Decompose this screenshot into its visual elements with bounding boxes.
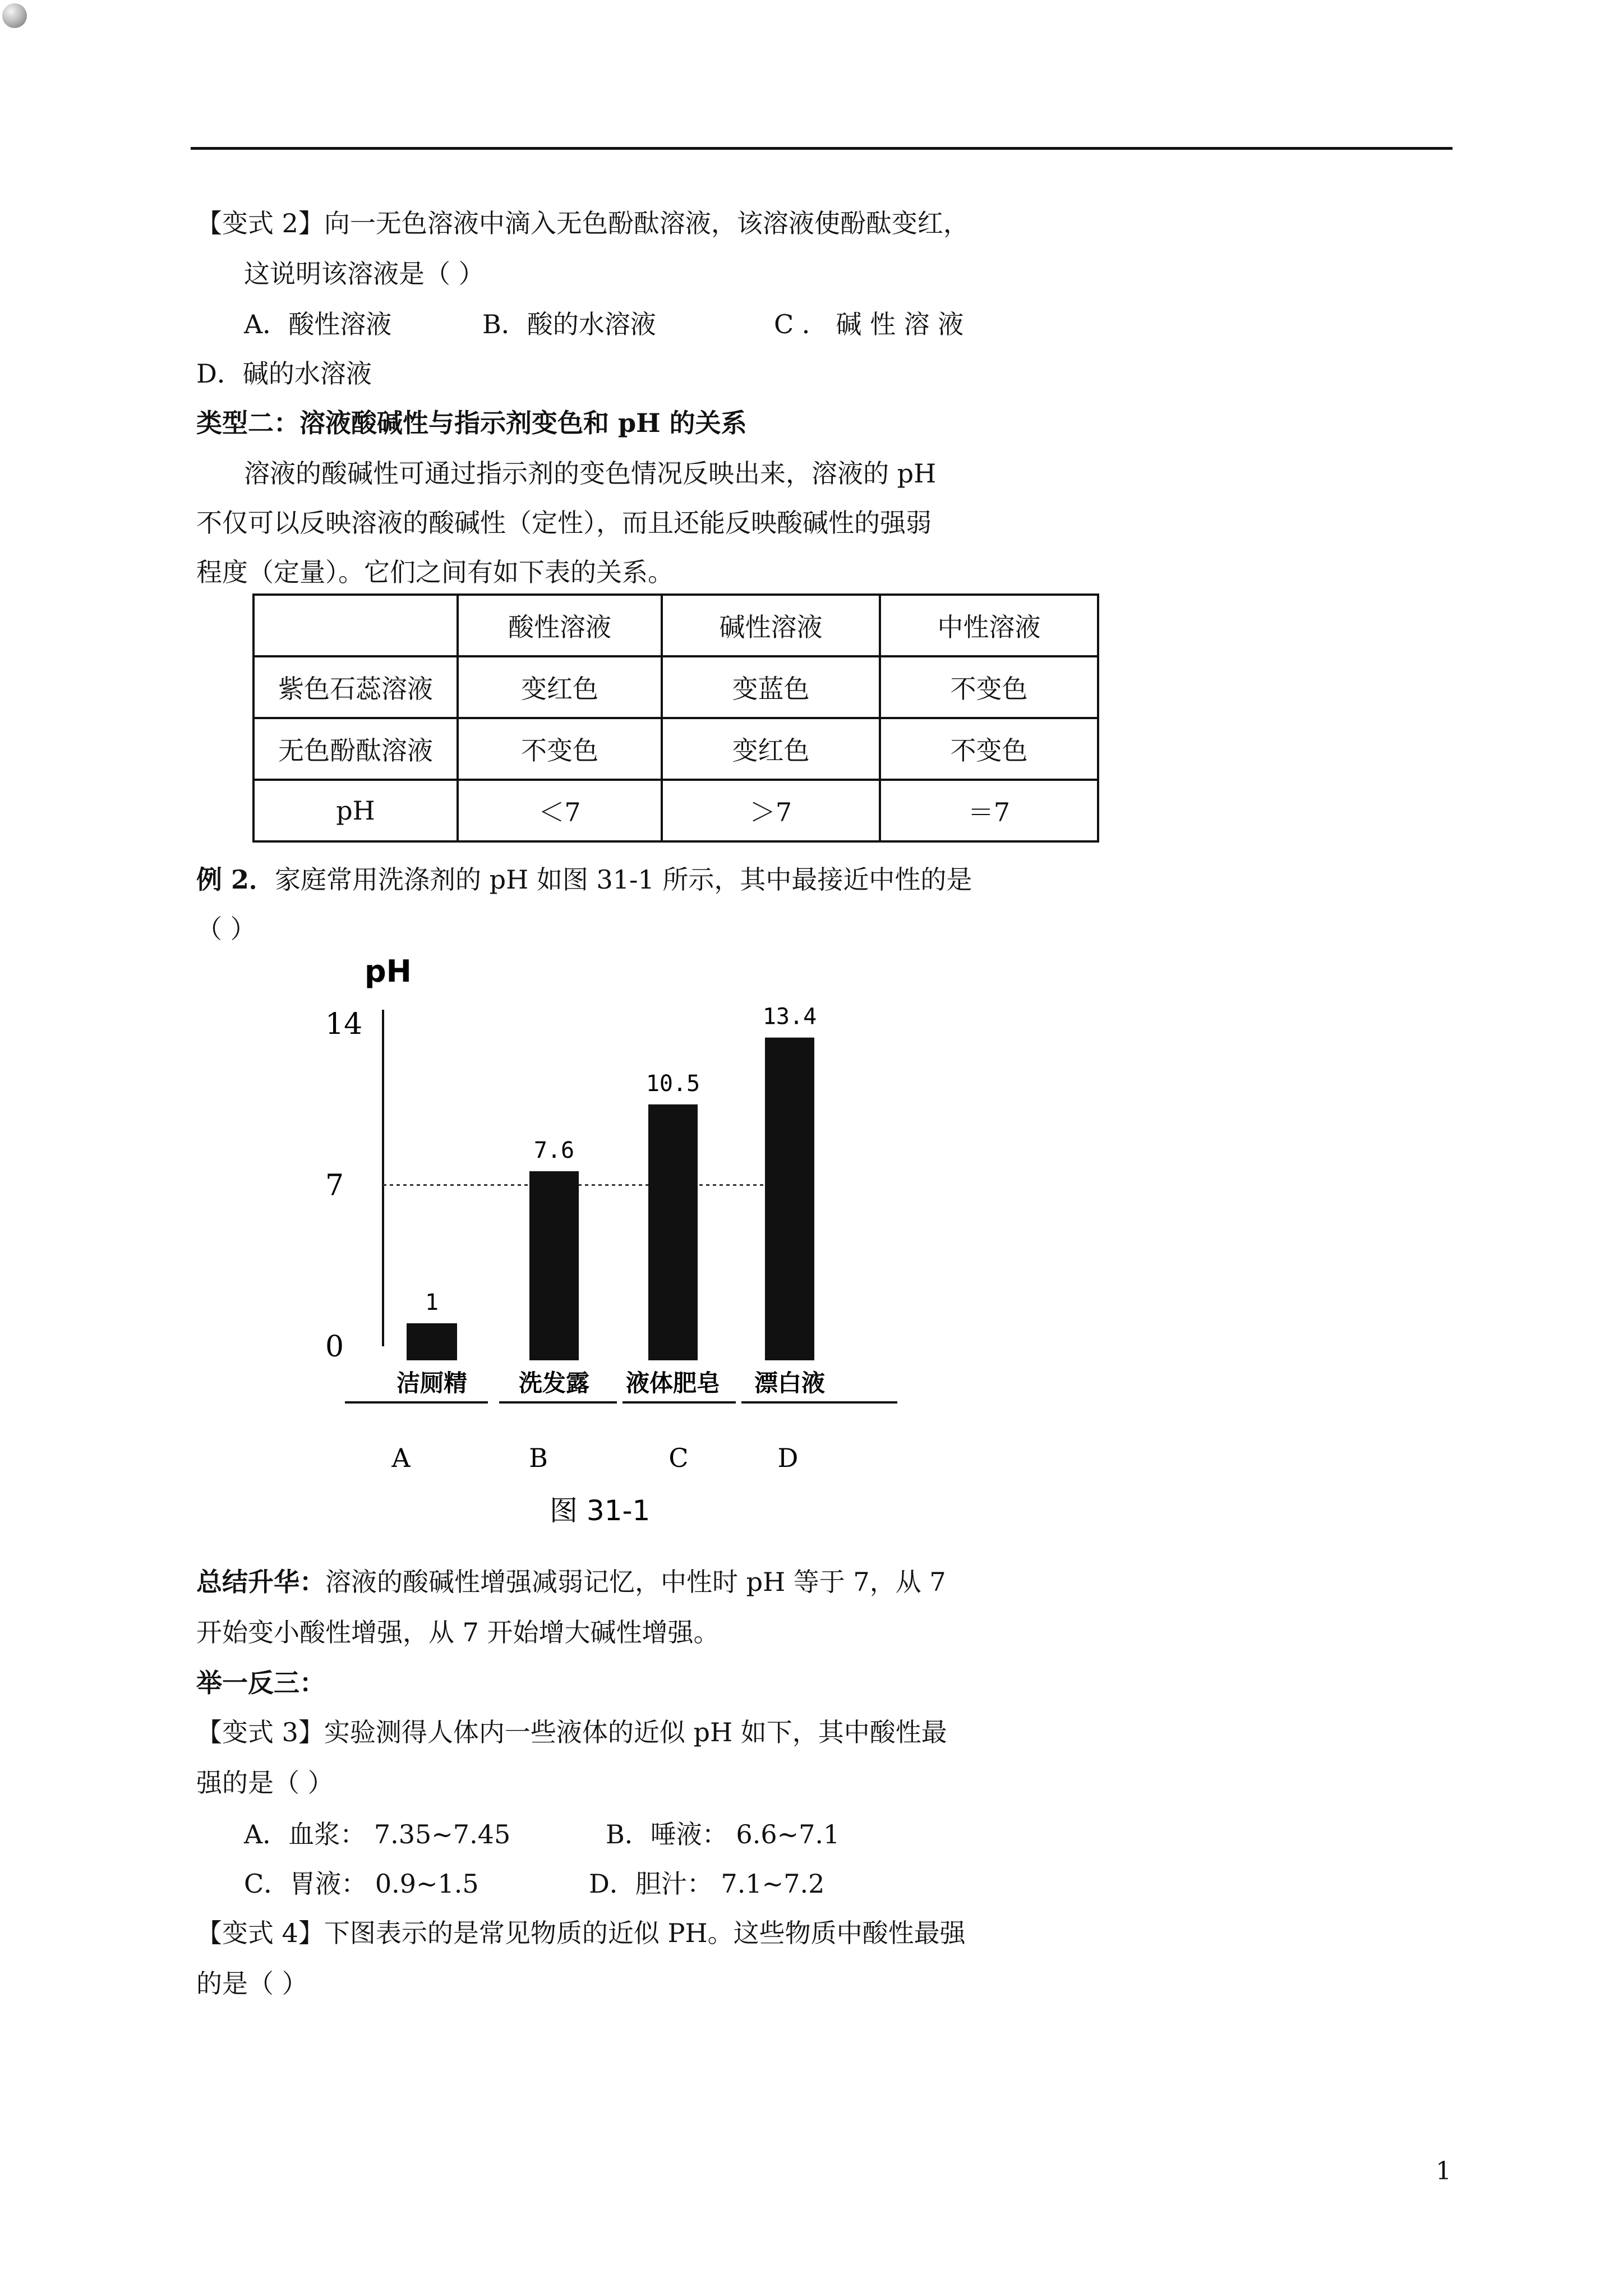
summary-line1 [196,1565,946,1599]
y-tick-label: 0 [325,1330,344,1364]
example2-label: 例 2． [196,864,275,895]
table-cell: 变蓝色 [662,656,880,718]
summary-text: 溶液的酸碱性增强减弱记忆，中性时 pH 等于 7，从 7 [325,1567,946,1597]
y-tick-group [325,1007,362,1364]
variant3-option-d: D．胆汁： 7.1~7.2 [589,1869,825,1899]
corner-decoration [2,3,27,28]
category-letter: A [391,1443,411,1473]
category-label: 漂白液 [754,1369,826,1397]
table-cell [253,595,458,656]
category-letter: D [777,1443,799,1473]
ph-bar-chart [314,959,931,1548]
type2-paragraph-line2: 不仅可以反映溶液的酸碱性（定性），而且还能反映酸碱性的强弱 [196,508,932,538]
table-cell: 碱性溶液 [662,595,880,656]
table-cell: 变红色 [662,718,880,780]
table-cell: 无色酚酞溶液 [253,718,458,780]
category-letter: B [529,1443,548,1473]
table-row [253,780,1098,841]
variant3-question-line1: 【变式 3】实验测得人体内一些液体的近似 pH 如下，其中酸性最 [196,1717,947,1747]
variant3-option-c: C．胃液： 0.9~1.5 [244,1869,479,1899]
header-rule [191,147,1453,150]
indicator-ph-table [252,593,1099,843]
bar-value-label: 13.4 [762,1004,817,1030]
category-label: 液体肥皂 [625,1369,721,1397]
bar-value-label: 1 [425,1289,439,1315]
table-header-row [253,595,1098,656]
variant2-question-line2: 这说明该溶液是（ ） [244,259,485,289]
summary-label: 总结升华： [196,1567,325,1597]
variant4-question-line1: 【变式 4】下图表示的是常见物质的近似 PH。这些物质中酸性最强 [196,1918,966,1948]
example2-question-line2: （ ） [196,914,256,944]
table-cell: 酸性溶液 [458,595,662,656]
page-number: 1 [1436,2157,1451,2185]
table-cell: 中性溶液 [880,595,1098,656]
bar [529,1171,579,1360]
figure-caption: 图 31-1 [550,1494,651,1527]
bar [648,1105,698,1360]
example2-question-line1 [196,863,972,896]
table-cell: 紫色石蕊溶液 [253,656,458,718]
variant2-option-d: D．碱的水溶液 [196,358,372,389]
category-letter: C [668,1443,689,1473]
variant2-option-c: C ． 碱 性 溶 液 [774,309,964,339]
y-tick-label: 7 [325,1168,344,1203]
category-label: 洗发露 [518,1369,590,1397]
table-row [253,718,1098,780]
table-cell: ＞7 [662,780,880,841]
bar-value-label: 10.5 [645,1070,700,1097]
table-cell: pH [253,780,458,841]
variant2-option-a: A．酸性溶液 [244,309,392,339]
table-cell: ＜7 [458,780,662,841]
practice-heading: 举一反三： [196,1668,325,1698]
category-letter-group [391,1443,798,1473]
table-cell: 不变色 [458,718,662,780]
category-label: 洁厕精 [396,1369,468,1397]
type2-heading: 类型二：溶液酸碱性与指示剂变色和 pH 的关系 [196,408,747,438]
y-tick-label: 14 [325,1007,363,1041]
type2-paragraph-line3: 程度（定量）。它们之间有如下表的关系。 [196,557,674,587]
category-label-group [396,1369,825,1397]
variant3-question-line2: 强的是（ ） [196,1768,334,1798]
table-cell: 不变色 [880,718,1098,780]
type2-paragraph-line1: 溶液的酸碱性可通过指示剂的变色情况反映出来，溶液的 pH [244,458,937,489]
y-axis-label: pH [365,959,412,989]
summary-line2: 开始变小酸性增强，从 7 开始增大碱性增强。 [196,1617,720,1648]
variant3-option-b: B．唾液： 6.6~7.1 [606,1819,840,1849]
variant3-option-a: A．血浆： 7.35~7.45 [244,1819,511,1849]
bar [765,1038,814,1360]
table-cell: 变红色 [458,656,662,718]
table-cell: ＝7 [880,780,1098,841]
example2-text: 家庭常用洗涤剂的 pH 如图 31-1 所示，其中最接近中性的是 [275,864,972,895]
variant4-question-line2: 的是（ ） [196,1968,308,1999]
bar-group [407,1004,817,1360]
bar [407,1323,457,1360]
variant2-option-b: B．酸的水溶液 [482,309,656,339]
table-row [253,656,1098,718]
variant2-question-line1: 【变式 2】向一无色溶液中滴入无色酚酞溶液，该溶液使酚酞变红， [196,208,969,238]
table-cell: 不变色 [880,656,1098,718]
ph-bar-chart-svg [314,959,931,1548]
bar-value-label: 7.6 [533,1137,575,1163]
